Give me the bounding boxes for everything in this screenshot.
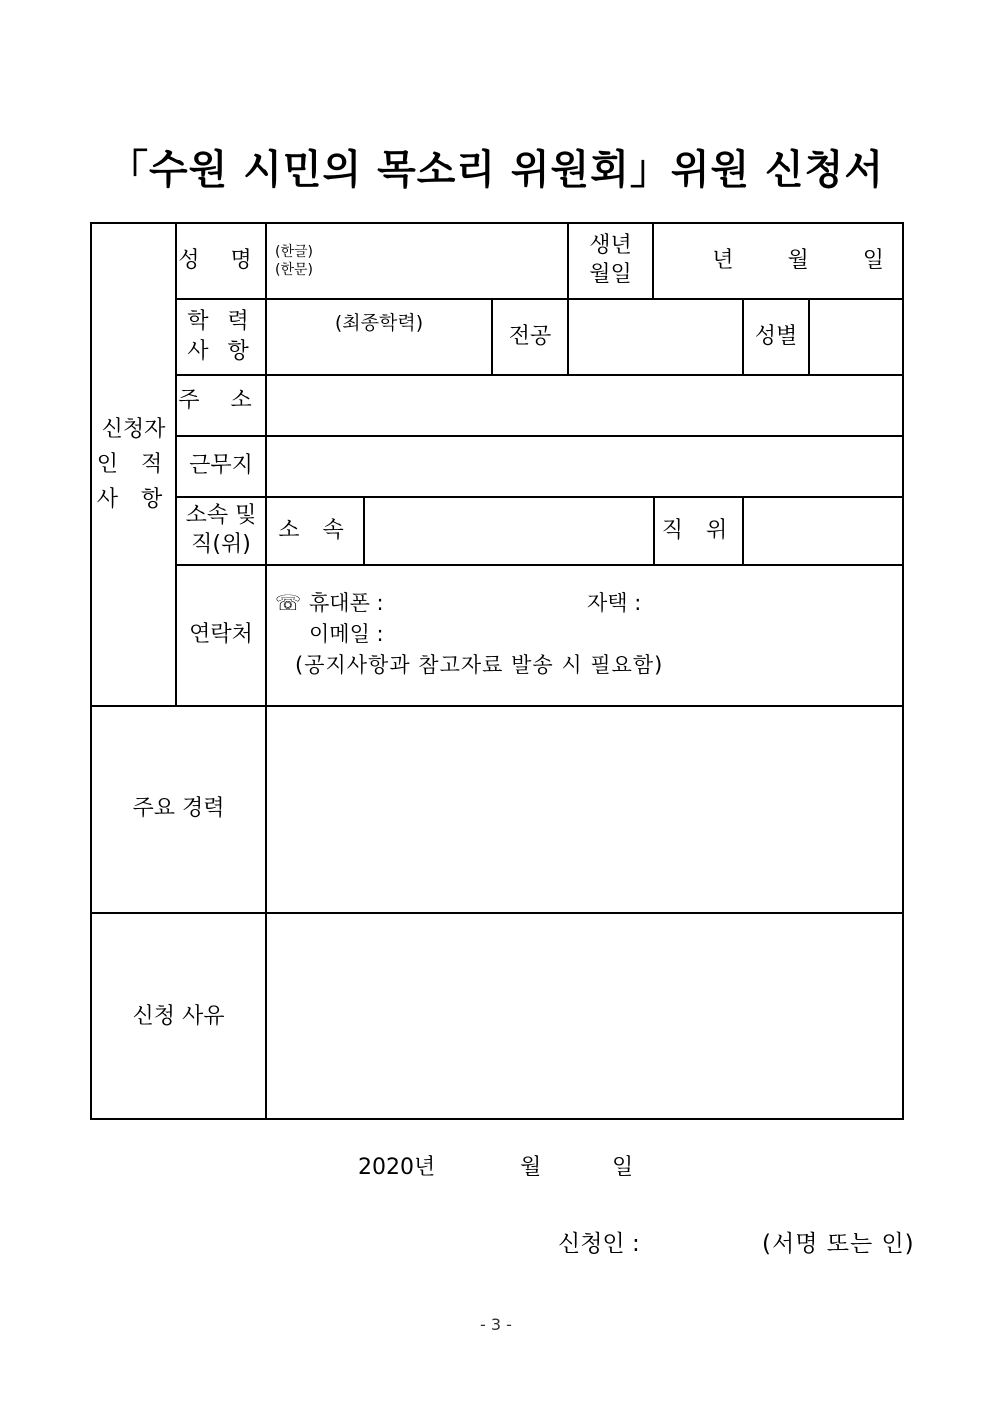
applicant-label-line1: 신청자	[101, 416, 166, 442]
phone-icon: ☏	[275, 591, 302, 615]
birth-day-unit: 일	[862, 247, 884, 273]
major-label: 전공	[508, 323, 552, 349]
contact-note: (공지사항과 참고자료 발송 시 필요함)	[295, 653, 664, 677]
education-label-line2: 사 항	[187, 339, 255, 364]
name-korean-hint: (한글)	[275, 243, 313, 260]
contact-label: 연락처	[189, 622, 253, 648]
birth-label-line1: 생년	[589, 233, 632, 259]
position-field[interactable]	[744, 498, 904, 564]
workplace-field[interactable]	[267, 437, 904, 496]
career-field[interactable]	[267, 707, 904, 912]
gender-field[interactable]	[810, 300, 904, 374]
affiliation-label	[177, 498, 265, 564]
page-number: - 3 -	[480, 1315, 512, 1334]
reason-label: 신청 사유	[132, 1003, 225, 1029]
birth-label	[569, 224, 652, 298]
applicant-label-line3: 사 항	[96, 487, 171, 513]
email-label: 이메일 :	[309, 622, 384, 646]
major-field[interactable]	[569, 300, 742, 374]
name-field[interactable]	[267, 234, 567, 288]
workplace-label: 근무지	[189, 453, 253, 479]
date-year: 2020년	[358, 1155, 436, 1180]
address-field[interactable]	[267, 376, 904, 435]
education-label-line1: 학 력	[187, 309, 255, 335]
address-label: 주 소	[178, 388, 264, 413]
date-month: 월	[520, 1155, 542, 1180]
birth-month-unit: 월	[787, 247, 809, 273]
name-hanja-hint: (한문)	[275, 262, 313, 278]
organization-label: 소 속	[278, 517, 352, 543]
document-title: 「수원 시민의 목소리 위원회」위원 신청서	[108, 147, 884, 193]
birth-year-unit: 년	[712, 247, 734, 273]
applicant-label-line2: 인 적	[96, 451, 171, 477]
reason-field[interactable]	[267, 914, 904, 1120]
education-hint: (최종학력)	[334, 312, 424, 334]
position-label: 직 위	[661, 517, 736, 543]
affiliation-label-line2: 직(위)	[191, 532, 251, 557]
name-label: 성 명	[178, 247, 264, 273]
contact-field[interactable]	[267, 566, 904, 705]
education-label	[177, 300, 265, 374]
home-phone-label: 자택 :	[587, 591, 642, 615]
signature-label: 신청인 :	[558, 1231, 640, 1257]
affiliation-label-line1: 소속 및	[185, 503, 257, 529]
birth-date-field[interactable]	[654, 224, 904, 298]
education-field[interactable]	[267, 300, 491, 374]
applicant-section-label	[92, 224, 175, 705]
date-day: 일	[612, 1155, 634, 1180]
organization-field[interactable]	[365, 498, 653, 564]
gender-label: 성별	[754, 323, 798, 349]
career-label: 주요 경력	[132, 796, 225, 822]
birth-label-line2: 월일	[589, 262, 632, 287]
application-form	[90, 222, 904, 1120]
signature-note: (서명 또는 인)	[762, 1231, 915, 1257]
mobile-label: 휴대폰 :	[309, 591, 384, 615]
